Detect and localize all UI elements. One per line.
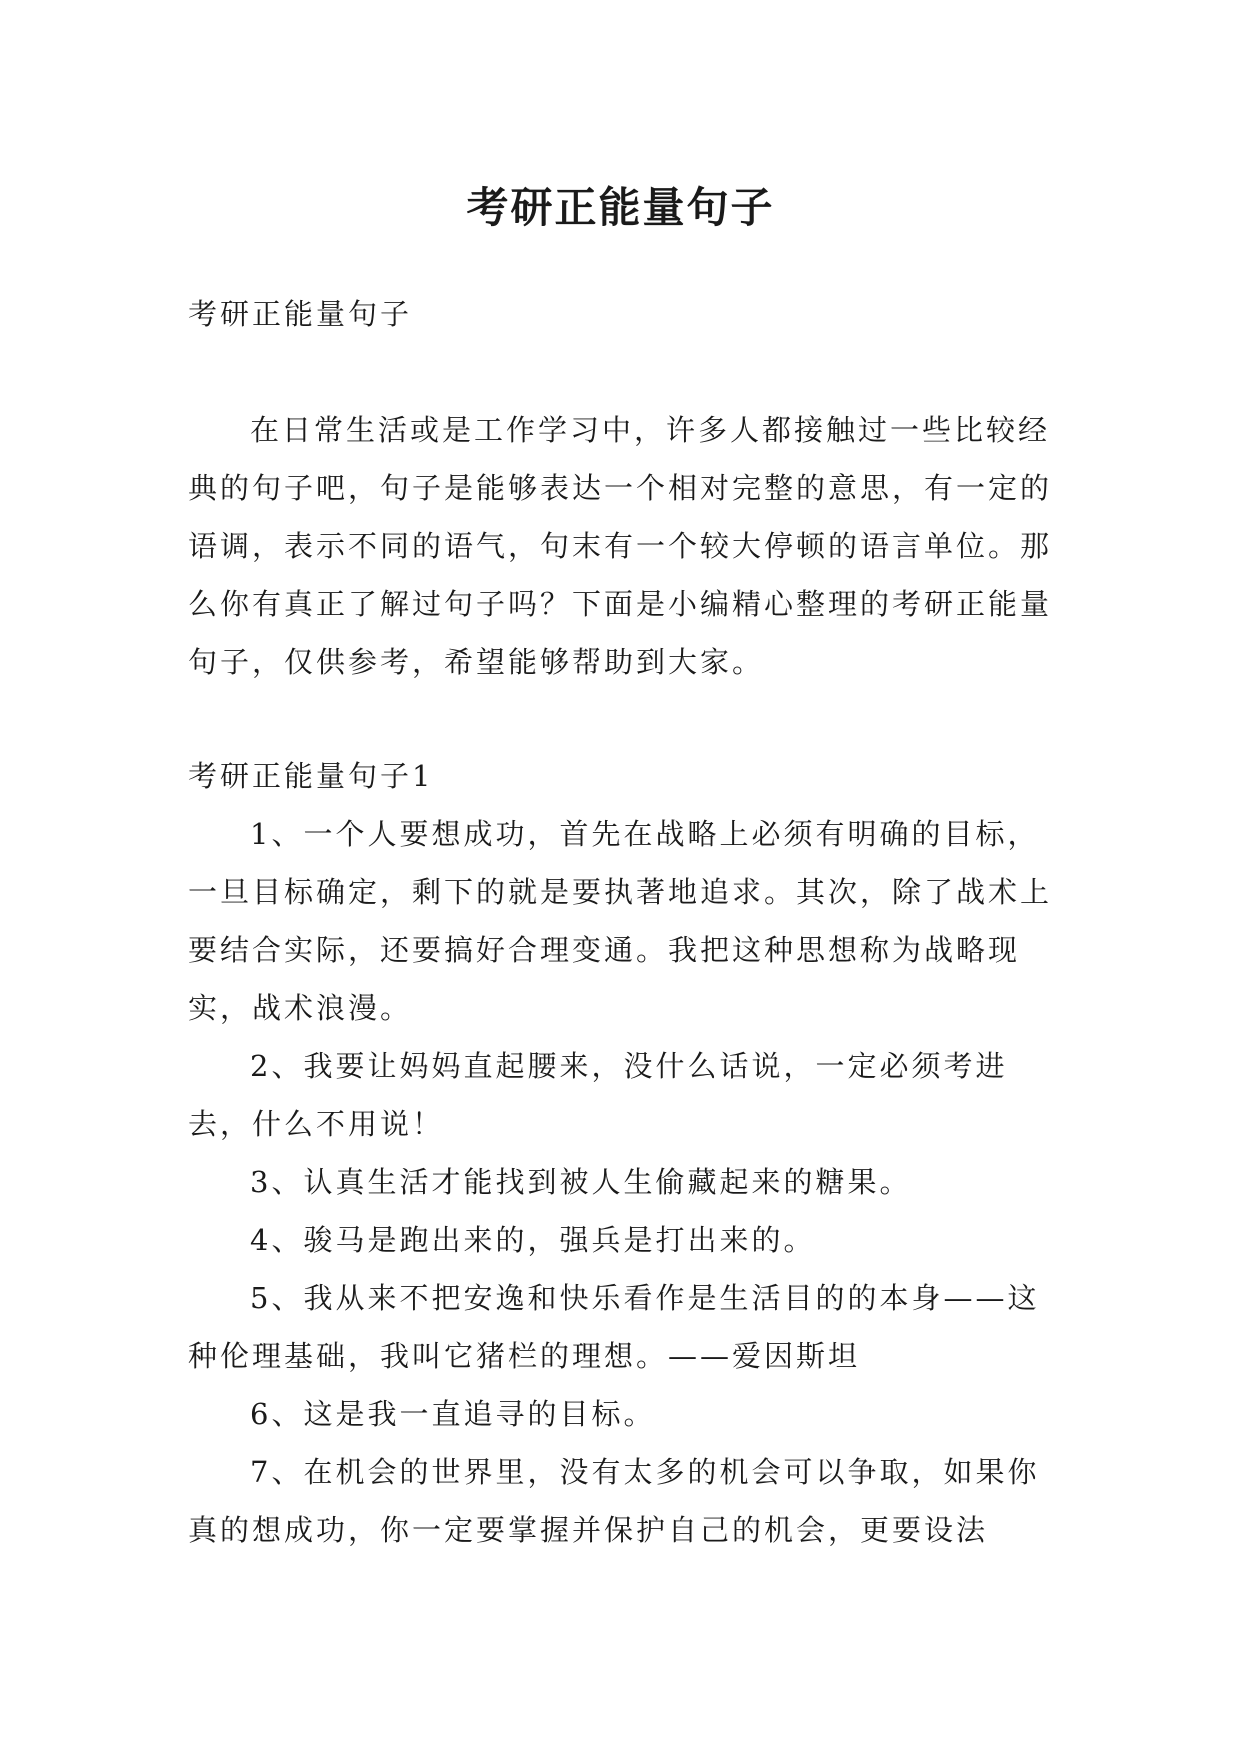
list-item: 3、认真生活才能找到被人生偷藏起来的糖果。 [250,1165,912,1199]
document-title: 考研正能量句子 [466,183,775,233]
spacer [188,343,1052,401]
list-item: 1、一个人要想成功，首先在战略上必须有明确的目标，一旦目标确定，剩下的就是要执著地追求。其次，除了战术上要结合实际，还要搞好合理变通。我把这种思想称为战略现实，战术浪漫。 [188,817,1053,1025]
section-heading: 考研正能量句子1 [188,759,434,793]
document-subtitle: 考研正能量句子 [188,297,413,331]
intro-paragraph: 在日常生活或是工作学习中，许多人都接触过一些比较经典的句子吧，句子是能够表达一个相对完整的意思，有一定的语调，表示不同的语气，句末有一个较大停顿的语言单位。那么你有真正了解过句子吗？下面是小编精心整理的考研正能量句子，仅供参考，希望能够帮助到大家。 [188,413,1053,679]
list-item: 2、我要让妈妈直起腰来，没什么话说，一定必须考进去，什么不用说！ [188,1049,1008,1141]
list-item: 5、我从来不把安逸和快乐看作是生活目的的本身——这种伦理基础，我叫它猪栏的理想。——爱因斯坦 [188,1281,1040,1373]
spacer [188,691,1052,747]
document-body [188,285,1052,1559]
list-item: 6、这是我一直追寻的目标。 [250,1397,656,1431]
list-item: 7、在机会的世界里，没有太多的机会可以争取，如果你真的想成功，你一定要掌握并保护自己的机会，更要设法 [188,1455,1040,1547]
list-item: 4、骏马是跑出来的，强兵是打出来的。 [250,1223,816,1257]
